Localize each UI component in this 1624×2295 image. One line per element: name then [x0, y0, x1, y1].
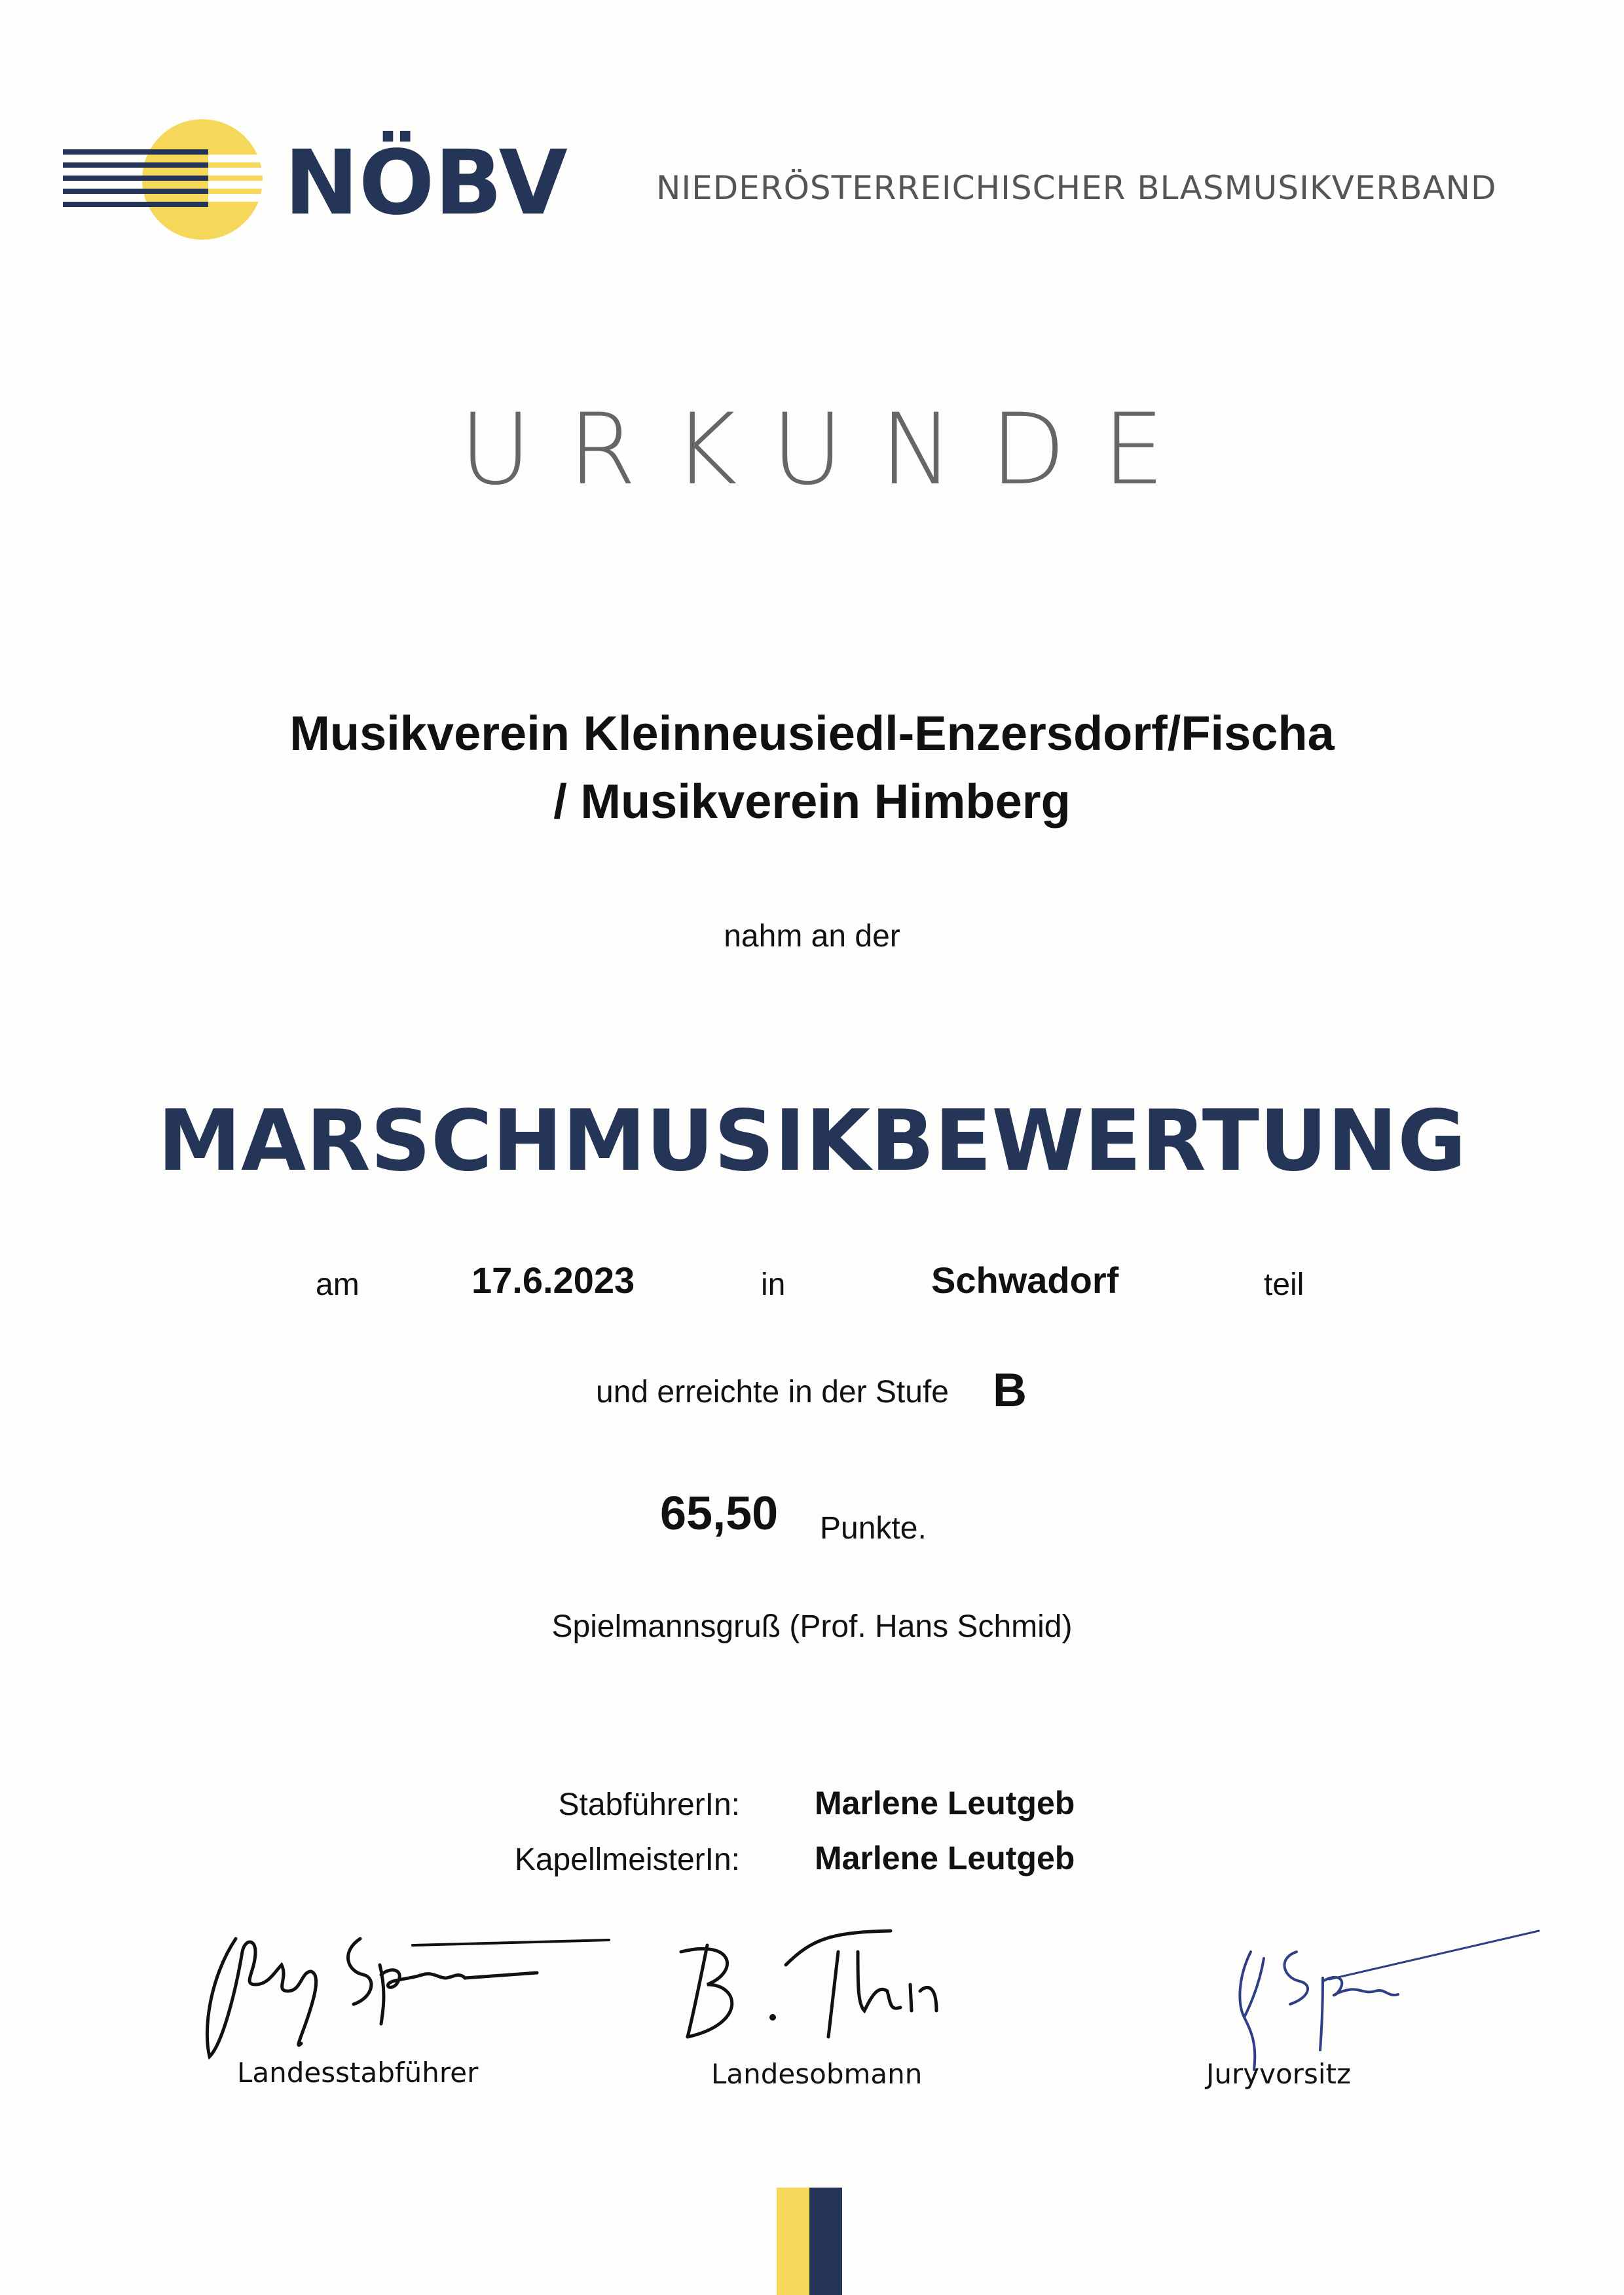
signature-juryvorsitz: [1225, 1919, 1552, 2076]
logo-text: NÖBV: [284, 132, 568, 235]
signature-landesobmann: [661, 1912, 963, 2057]
club-name-line-2: / Musikverein Himberg: [553, 774, 1071, 829]
place-prefix: in: [761, 1267, 786, 1302]
points-label: Punkte.: [820, 1511, 927, 1546]
level-text: und erreichte in der Stufe: [596, 1375, 949, 1409]
club-name-line-1: Musikverein Kleinneusiedl-Enzersdorf/Fischa: [289, 706, 1335, 760]
participation-suffix: teil: [1264, 1267, 1304, 1302]
stabfuehrer-label: StabführerIn:: [558, 1787, 740, 1822]
stabfuehrer-name: Marlene Leutgeb: [815, 1785, 1075, 1821]
kapellmeister-name: Marlene Leutgeb: [815, 1840, 1075, 1876]
role-juryvorsitz: Juryvorsitz: [1206, 2058, 1352, 2090]
event-place: Schwadorf: [931, 1259, 1119, 1301]
kapellmeister-label: KapellmeisterIn:: [514, 1842, 740, 1877]
club-name: [131, 700, 1493, 836]
level-value: B: [993, 1364, 1027, 1417]
role-landesstabfuehrer: Landesstabführer: [237, 2057, 479, 2089]
role-landesobmann: Landesobmann: [711, 2058, 923, 2090]
brand-stripe-yellow: [777, 2188, 809, 2295]
points-value: 65,50: [660, 1487, 779, 1540]
certificate-title: URKUNDE: [459, 393, 1202, 507]
organization-name: NIEDERÖSTERREICHISCHER BLASMUSIKVERBAND: [656, 169, 1497, 207]
intro-text: nahm an der: [724, 919, 900, 954]
noebv-logo: [63, 115, 574, 246]
event-title: MARSCHMUSIKBEWERTUNG: [157, 1092, 1467, 1190]
piece-title: Spielmannsgruß (Prof. Hans Schmid): [551, 1609, 1073, 1644]
signature-landesstabfuehrer: [196, 1912, 616, 2070]
event-date: 17.6.2023: [471, 1259, 635, 1301]
date-prefix: am: [316, 1267, 360, 1302]
brand-stripe-navy: [809, 2188, 842, 2295]
